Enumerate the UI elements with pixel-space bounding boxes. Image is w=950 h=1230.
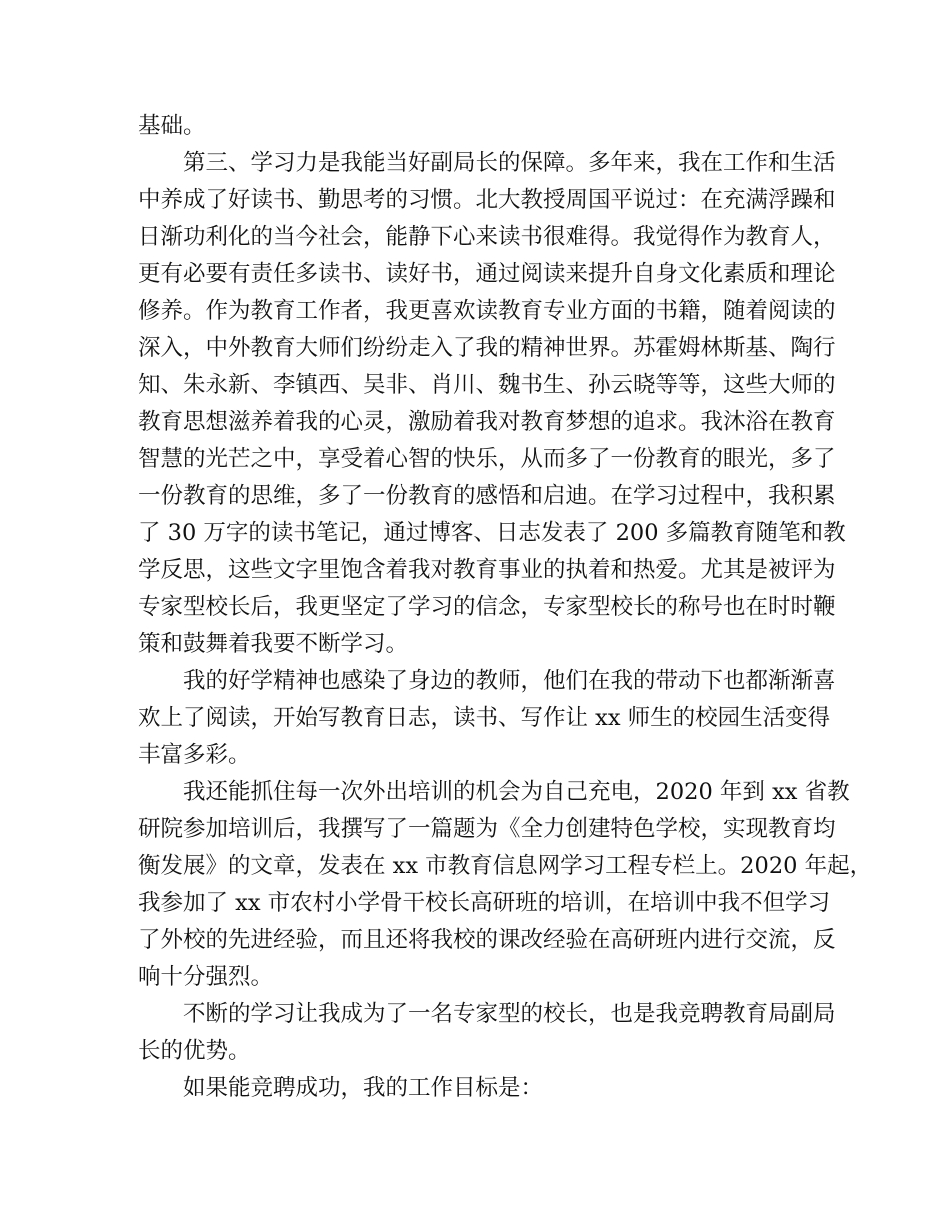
paragraph-1 xyxy=(138,145,846,663)
text-line: 长的优势。 xyxy=(138,1038,251,1064)
paragraph-0 xyxy=(138,108,828,145)
text-line: 了外校的先进经验，而且还将我校的课改经验在高研班内进行交流，反 xyxy=(138,927,836,953)
document-page xyxy=(138,108,873,1107)
text-line: 中养成了好读书、勤思考的习惯。北大教授周国平说过：在充满浮躁和 xyxy=(138,187,836,213)
text-line: 知、朱永新、李镇西、吴非、肖川、魏书生、孙云晓等等，这些大师的 xyxy=(138,372,836,398)
text-line: 更有必要有责任多读书、读好书，通过阅读来提升自身文化素质和理论 xyxy=(138,261,836,287)
text-line: 欢上了阅读，开始写教育日志，读书、写作让 xx 师生的校园生活变得 xyxy=(138,705,831,731)
text-line: 我还能抓住每一次外出培训的机会为自己充电，2020 年到 xx 省教 xyxy=(183,779,850,805)
paragraph-3 xyxy=(138,774,873,996)
text-line: 衡发展》的文章，发表在 xx 市教育信息网学习工程专栏上。2020 年起， xyxy=(138,853,873,879)
text-line: 策和鼓舞着我要不断学习。 xyxy=(138,631,409,657)
text-line: 我的好学精神也感染了身边的教师，他们在我的带动下也都渐渐喜 xyxy=(183,668,836,694)
text-line: 深入，中外教育大师们纷纷走入了我的精神世界。苏霍姆林斯基、陶行 xyxy=(138,335,836,361)
text-line: 学反思，这些文字里饱含着我对教育事业的执着和热爱。尤其是被评为 xyxy=(138,557,836,583)
text-line: 智慧的光芒之中，享受着心智的快乐，从而多了一份教育的眼光，多了 xyxy=(138,446,836,472)
text-line: 不断的学习让我成为了一名专家型的校长，也是我竞聘教育局副局 xyxy=(183,1001,836,1027)
text-line: 第三、学习力是我能当好副局长的保障。多年来，我在工作和生活 xyxy=(183,150,836,176)
text-line: 研院参加培训后，我撰写了一篇题为《全力创建特色学校，实现教育均 xyxy=(138,816,836,842)
text-line: 一份教育的思维，多了一份教育的感悟和启迪。在学习过程中，我积累 xyxy=(138,483,836,509)
text-line: 基础。 xyxy=(138,113,206,139)
text-line: 我参加了 xx 市农村小学骨干校长高研班的培训，在培训中我不但学习 xyxy=(138,890,831,916)
text-line: 日渐功利化的当今社会，能静下心来读书很难得。我觉得作为教育人， xyxy=(138,224,836,250)
text-line: 丰富多彩。 xyxy=(138,742,251,768)
paragraph-2 xyxy=(138,663,836,774)
text-line: 修养。作为教育工作者，我更喜欢读教育专业方面的书籍，随着阅读的 xyxy=(138,298,836,324)
text-line: 教育思想滋养着我的心灵，激励着我对教育梦想的追求。我沐浴在教育 xyxy=(138,409,836,435)
text-line: 响十分强烈。 xyxy=(138,964,274,990)
text-line: 如果能竞聘成功，我的工作目标是： xyxy=(183,1075,544,1101)
paragraph-5 xyxy=(138,1070,828,1107)
text-line: 了 30 万字的读书笔记，通过博客、日志发表了 200 多篇教育随笔和教 xyxy=(138,520,846,546)
paragraph-4 xyxy=(138,996,836,1070)
text-line: 专家型校长后，我更坚定了学习的信念，专家型校长的称号也在时时鞭 xyxy=(138,594,836,620)
